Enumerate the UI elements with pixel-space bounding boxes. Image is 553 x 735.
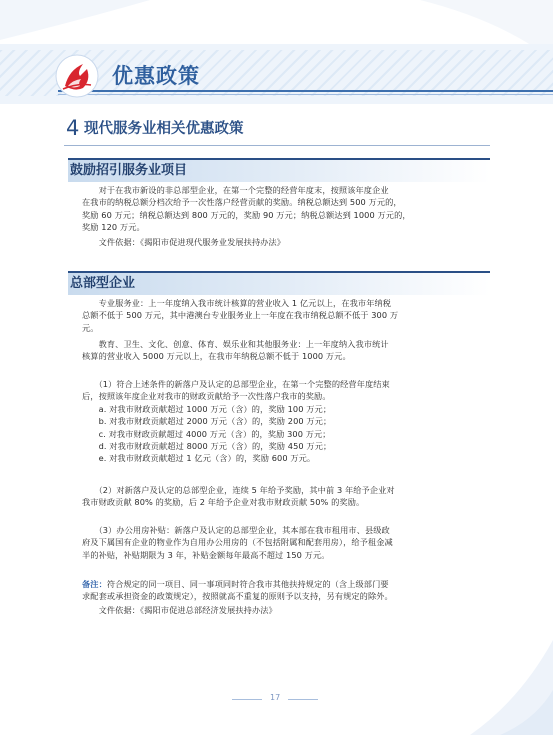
header-title: 优惠政策 [112, 63, 200, 88]
section-number: 4 [66, 116, 80, 140]
header-rule-thin [58, 94, 553, 95]
footer-rule-left [232, 699, 262, 700]
section-title: 现代服务业相关优惠政策 [84, 121, 244, 137]
paragraph-new-enterprise-reward: 对于在我市新设的非总部型企业，在第一个完整的经营年度末，按照该年度企业 在我市的纳税总额分档次给予一次性落户经营贡献的奖励。纳税总额达到 500 万元的， 奖励 60 万元；纳税总额达到 800 万元的，奖励 90 万元；纳税总额达到 1000 万元的， 奖励 120 万元。 [82, 185, 411, 233]
paragraph-document-basis-2: 文件依据：《揭阳市促进总部经济发展扶持办法》 [82, 605, 277, 615]
flame-logo-icon [53, 52, 101, 100]
note-label: 备注： [82, 579, 107, 589]
paragraph-note [82, 578, 492, 603]
paragraph-professional-services: 专业服务业：上一年度纳入我市统计核算的营业收入 1 亿元以上，在我市年纳税 总额不低于 500 万元，其中港澳台专业服务业上一年度在我市纳税总额不低于 300 万 元。 [82, 298, 399, 333]
paragraph-other-services: 教育、卫生、文化、创意、体育、娱乐业和其他服务业：上一年度纳入我市统计 核算的营业收入 5000 万元以上，在我市年纳税总额不低于 1000 万元。 [82, 339, 389, 362]
paragraph-office-subsidy: （3）办公用房补贴：新落户及认定的总部型企业，其本部在我市租用市、县级政 府及下属国有企业的物业作为自用办公用房的（不包括附属和配套用房），给予租金减 半的补贴，补贴期限为 3 年，补贴金额每年最高不超过 150 万元。 [82, 525, 393, 560]
header-rule [58, 90, 553, 92]
paragraph-settlement-reward: （1）符合上述条件的新落户及认定的总部型企业，在第一个完整的经营年度结束 后，按照该年度企业对我市的财政贡献给予一次性落户我市的奖励。 a. 对我市财政贡献超过 1000 万元（含）的，奖励 100 万元； b. 对我市财政贡献超过 2000 万元（含）的，奖励 200 万元； c. 对我市财政贡献超过 4000 万元（含）的，奖励 300 万元； d. 对我市财政贡献超过 8000 万元（含）的，奖励 450 万元； e. 对我市财政贡献超过 1 亿元（含）的，奖励 600 万元。 [82, 379, 390, 464]
footer-rule-right [288, 699, 318, 700]
paragraph-document-basis: 文件依据：《揭阳市促进现代服务业发展扶持办法》 [82, 237, 286, 247]
page-number: 17 [270, 693, 281, 702]
note-text: 符合规定的同一项目、同一事项同时符合我市其他扶持规定的（含上级部门要 求配套或承担资金的政策规定），按照就高不重复的原则予以支持，另有规定的除外。 [82, 579, 393, 602]
subheading-headquarters-enterprises [68, 271, 490, 295]
paragraph-continuous-reward: （2）对新落户及认定的总部型企业，连续 5 年给予奖励，其中前 3 年给予企业对 我市财政贡献 80% 的奖励，后 2 年给予企业对我市财政贡献 50% 的奖励。 [82, 485, 395, 508]
subheading-attract-service-projects [68, 158, 490, 182]
subheading-label: 鼓励招引服务业项目 [70, 163, 188, 178]
section-divider [64, 145, 490, 146]
subheading-label: 总部型企业 [70, 276, 136, 291]
